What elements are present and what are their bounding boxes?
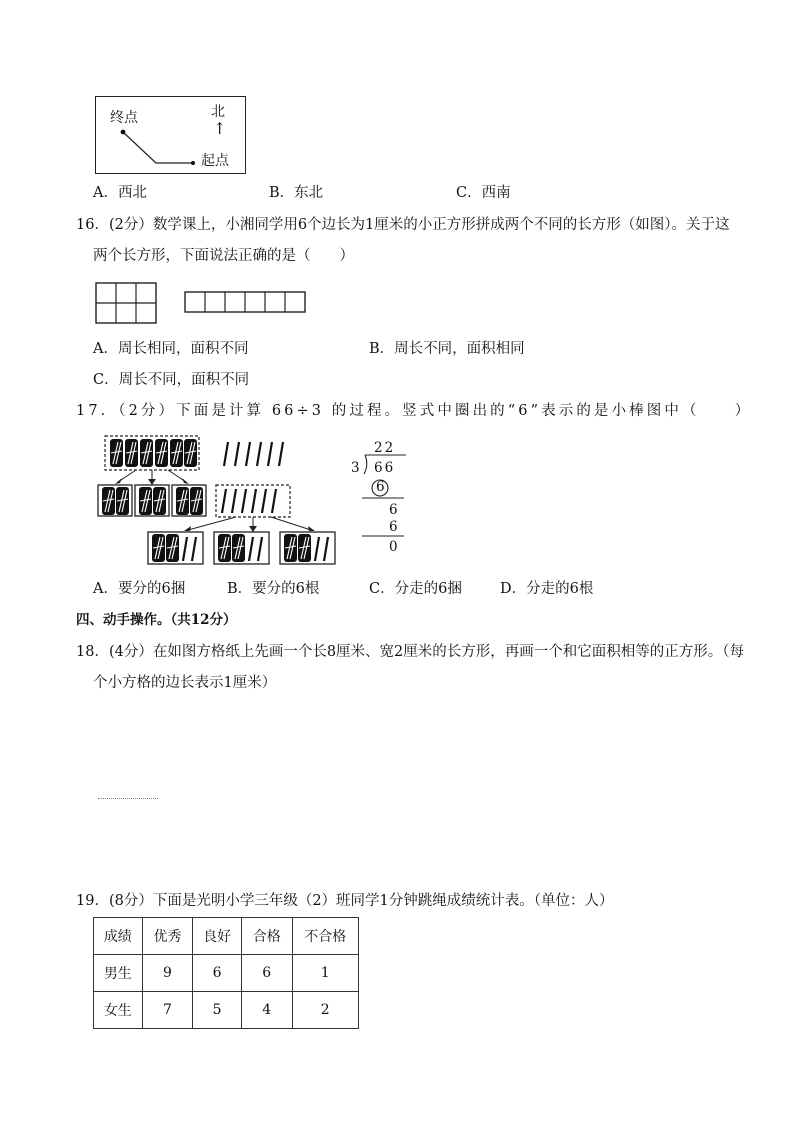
table-cell: 男生 [94,955,143,992]
rectangle-6x1-figure [184,291,308,315]
grid-paper-placeholder [98,798,158,799]
table-cell: 女生 [94,992,143,1029]
rectangle-3x2-figure [95,282,159,324]
section-heading: 四、动手操作。（共12分） [76,612,237,628]
divisor: 3 [351,460,360,476]
start-point-label: 起点 [201,153,229,169]
table-cell: 5 [193,992,242,1029]
table-header-cell: 良好 [193,918,242,955]
q17-option-d[interactable]: D．分走的6根 [500,581,594,597]
route-map [95,96,246,174]
q19-stem: 19．(8分）下面是光明小学三年级（2）班同学1分钟跳绳成绩统计表。（单位：人） [76,893,614,909]
q17-stem: 17．（2分）下面是计算 66÷3 的过程。竖式中圈出的“6”表示的是小棒图中（ ） [76,403,753,419]
dividend: 66 [374,460,396,476]
q17-option-b[interactable]: B．要分的6根 [227,581,320,597]
q18-stem-line2: 个小方格的边长表示1厘米） [93,675,277,691]
table-header-cell: 不合格 [292,918,358,955]
table-header-cell: 成绩 [94,918,143,955]
table-header-row [94,918,359,955]
long-division [346,440,416,560]
end-point-label: 终点 [110,110,138,126]
q15-option-c[interactable]: C．西南 [456,185,511,201]
table-cell: 2 [292,992,358,1029]
division-step-6: 6 [389,502,398,518]
table-cell: 6 [241,955,292,992]
q17-option-c[interactable]: C．分走的6捆 [369,581,462,597]
quotient: 22 [374,440,396,456]
table-cell: 6 [193,955,242,992]
q18-stem-line1: 18．(4分）在如图方格纸上先画一个长8厘米、宽2厘米的长方形，再画一个和它面积相等的正方形。（每 [76,644,745,660]
q16-stem-line1: 16．(2分）数学课上，小湘同学用6个边长为1厘米的小正方形拼成两个不同的长方形（如图）。关于这 [76,217,730,233]
table-cell: 9 [142,955,193,992]
table-header-cell: 优秀 [142,918,193,955]
q16-stem-line2: 两个长方形，下面说法正确的是（ ） [93,248,354,264]
table-cell: 7 [142,992,193,1029]
table-row [94,955,359,992]
q16-option-b[interactable]: B．周长不同，面积相同 [369,341,525,357]
north-label: 北 [211,104,225,120]
q17-option-a[interactable]: A．要分的6捆 [93,581,186,597]
circled-six: 6 [376,479,385,495]
q15-option-b[interactable]: B．东北 [269,185,324,201]
table-row [94,992,359,1029]
score-table [93,917,359,1029]
division-bracket [346,440,416,560]
q16-option-a[interactable]: A．周长相同，面积不同 [93,341,249,357]
table-cell: 1 [292,955,358,992]
table-header-cell: 合格 [241,918,292,955]
q16-option-c[interactable]: C．周长不同，面积不同 [93,372,250,388]
q15-option-a[interactable]: A．西北 [93,185,147,201]
division-remainder: 0 [389,539,398,555]
division-step-6b: 6 [389,519,398,535]
table-cell: 4 [241,992,292,1029]
north-arrow-icon: ↑ [213,119,227,138]
stick-bundle-diagram [96,434,346,568]
